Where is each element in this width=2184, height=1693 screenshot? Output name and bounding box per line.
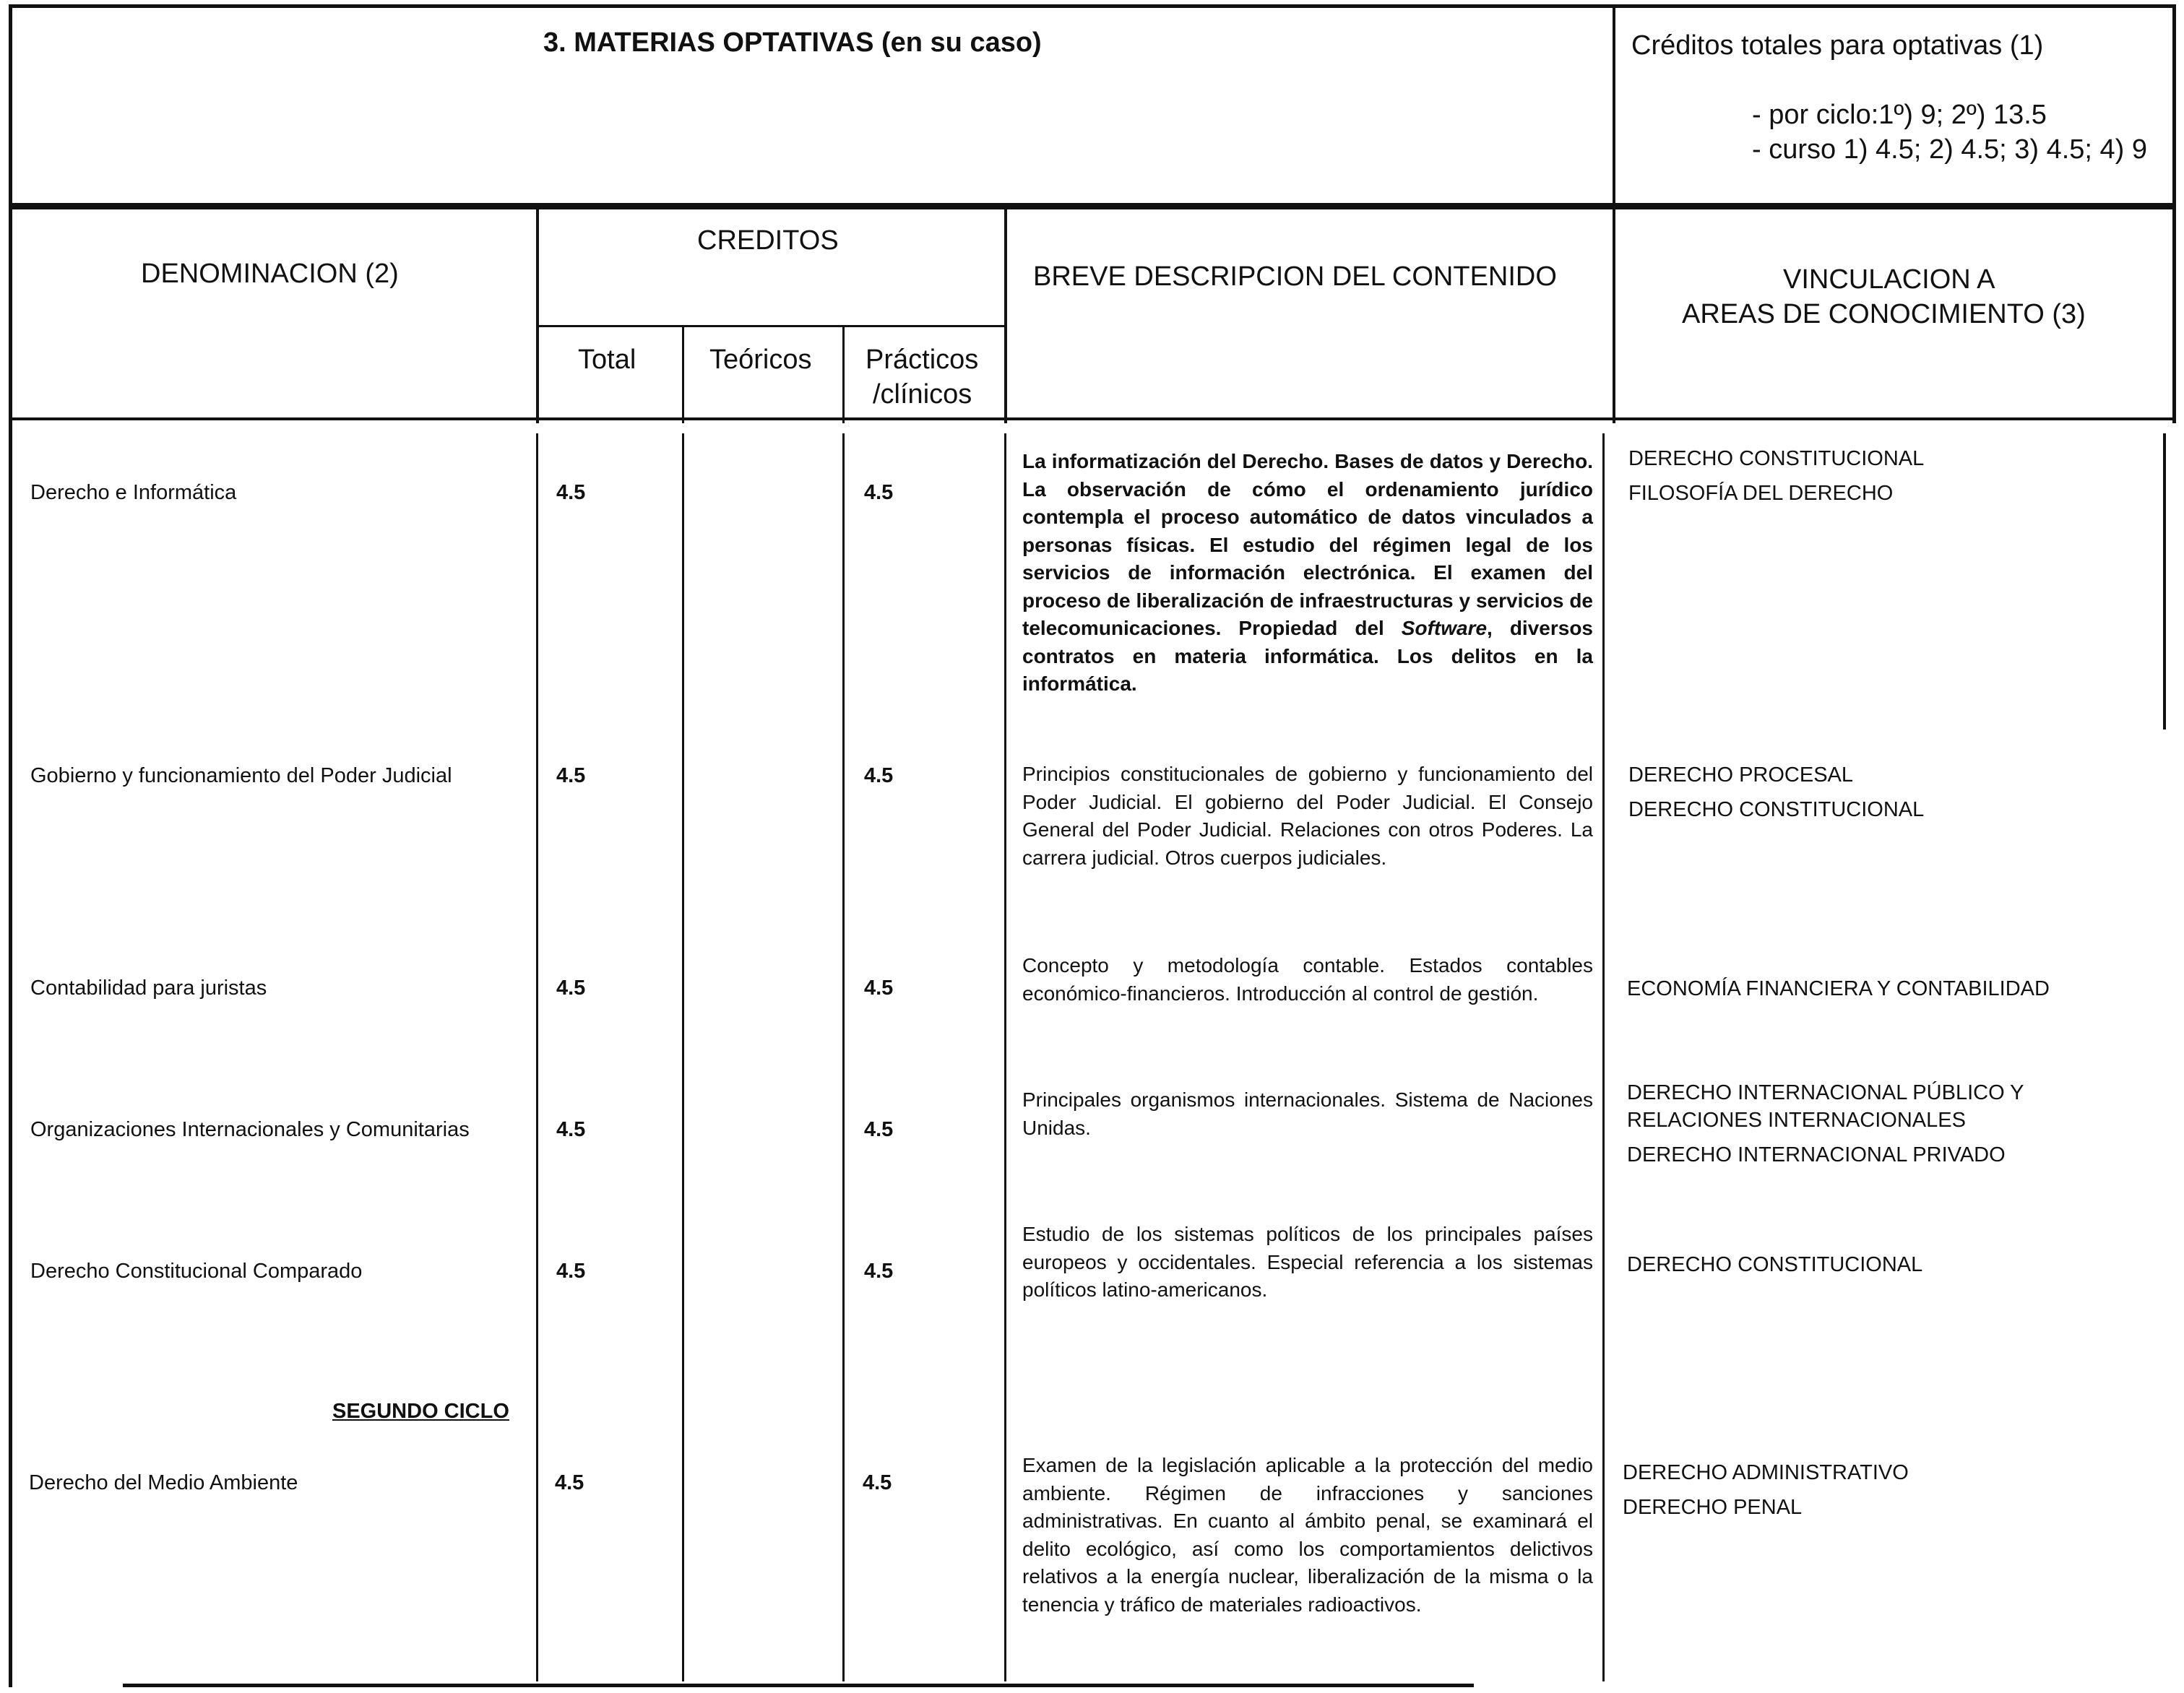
rule: [1613, 207, 1615, 423]
credits-practice: 4.5: [863, 1471, 892, 1494]
subject-description: Estudio de los sistemas políticos de los principales países europeos y occidentales. Especial referencia a los sistemas políticos latino-americanos.: [1022, 1223, 1593, 1301]
rule: [123, 1684, 1474, 1687]
knowledge-areas: [1628, 761, 1924, 831]
credits-practice: 4.5: [864, 481, 894, 504]
subject-name: Organizaciones Internacionales y Comunitarias: [30, 1118, 470, 1141]
rule: [2172, 4, 2176, 207]
credits-total: 4.5: [556, 1260, 586, 1283]
subject-name: Derecho e Informática: [30, 481, 237, 504]
knowledge-area: DERECHO CONSTITUCIONAL: [1628, 798, 1925, 821]
knowledge-area: ECONOMÍA FINANCIERA Y CONTABILIDAD: [1627, 977, 2050, 1000]
knowledge-area: DERECHO CONSTITUCIONAL: [1628, 447, 1925, 470]
column-header-total: Total: [578, 345, 636, 375]
knowledge-areas: [1627, 1079, 2024, 1169]
rule: [682, 433, 684, 1681]
knowledge-areas: [1623, 1459, 1909, 1528]
knowledge-area: DERECHO ADMINISTRATIVO: [1623, 1461, 1909, 1484]
rule: [9, 420, 12, 1687]
knowledge-area: DERECHO PROCESAL: [1628, 763, 1854, 787]
credits-total-title: Créditos totales para optativas (1): [1631, 30, 2044, 61]
credits-per-course: - curso 1) 4.5; 2) 4.5; 3) 4.5; 4) 9: [1752, 134, 2148, 165]
rule: [9, 4, 2176, 8]
credits-practice: 4.5: [864, 977, 894, 1000]
section-label: SEGUNDO CICLO: [332, 1400, 509, 1423]
rule: [536, 207, 539, 423]
rule: [682, 325, 684, 423]
section-title: 3. MATERIAS OPTATIVAS (en su caso): [543, 27, 1042, 58]
knowledge-areas: [1628, 445, 1924, 514]
subject-name: Derecho del Medio Ambiente: [29, 1471, 298, 1494]
rule: [9, 417, 2176, 420]
rule: [536, 433, 538, 1681]
knowledge-area: DERECHO INTERNACIONAL PÚBLICO Y: [1627, 1081, 2024, 1104]
knowledge-area: DERECHO INTERNACIONAL PRIVADO: [1627, 1143, 2006, 1166]
rule: [9, 207, 2176, 209]
column-header-denominacion: DENOMINACION (2): [141, 259, 399, 289]
rule: [536, 325, 1007, 327]
column-header-creditos: CREDITOS: [697, 225, 839, 256]
rule: [1613, 4, 1615, 207]
rule: [842, 433, 845, 1681]
rule: [9, 207, 12, 423]
credits-per-cycle: - por ciclo:1º) 9; 2º) 13.5: [1752, 100, 2047, 130]
subject-description: Principales organismos internacionales. Sistema de Naciones Unidas.: [1022, 1088, 1593, 1139]
credits-total: 4.5: [556, 977, 586, 1000]
column-header-practicos: Prácticos: [866, 345, 979, 375]
subject-name: Gobierno y funcionamiento del Poder Judicial: [30, 764, 452, 787]
subject-description: Concepto y metodología contable. Estados contables económico-financieros. Introducción al control de gestión.: [1022, 954, 1593, 1005]
subject-name: Contabilidad para juristas: [30, 977, 267, 1000]
column-header-descripcion: BREVE DESCRIPCION DEL CONTENIDO: [1033, 261, 1557, 292]
column-header-teoricos: Teóricos: [709, 345, 812, 375]
knowledge-area: FILOSOFÍA DEL DERECHO: [1628, 482, 1894, 505]
rule: [1004, 433, 1006, 1681]
credits-practice: 4.5: [864, 1260, 894, 1283]
subject-name: Derecho Constitucional Comparado: [30, 1260, 363, 1283]
column-header-areas: AREAS DE CONOCIMIENTO (3): [1682, 299, 2086, 329]
subject-description: La informatización del Derecho. Bases de datos y Derecho. La observación de cómo el ordenamiento jurídico contempla el proceso automático de datos vinculados a personas físicas. El estudio del régimen legal de los servicios de información electrónica. El examen del proceso de liberalización de infraestructuras y servicios de telecomunicaciones. Propiedad del Software, diversos contratos en materia informática. Los delitos en la informática.: [1022, 450, 1593, 695]
credits-total: 4.5: [555, 1471, 584, 1494]
column-header-vinculacion: VINCULACION A: [1783, 264, 1995, 295]
knowledge-area: DERECHO PENAL: [1623, 1496, 1803, 1519]
rule: [9, 4, 12, 207]
rule: [2163, 433, 2166, 729]
knowledge-areas: [1627, 975, 2050, 1010]
knowledge-area: RELACIONES INTERNACIONALES: [1627, 1109, 1966, 1132]
rule: [1004, 207, 1007, 423]
credits-practice: 4.5: [864, 1118, 894, 1141]
knowledge-areas: [1627, 1251, 1922, 1286]
credits-total: 4.5: [556, 764, 586, 787]
rule: [842, 325, 845, 423]
subject-description: Principios constitucionales de gobierno y funcionamiento del Poder Judicial. El gobierno del Poder Judicial. El Consejo General del Poder Judicial. Relaciones con otros Poderes. La carrera judicial. Otros cuerpos judiciales.: [1022, 763, 1593, 869]
rule: [2172, 207, 2176, 423]
column-header-clinicos: /clínicos: [873, 379, 972, 410]
rule: [1602, 433, 1605, 1681]
credits-total: 4.5: [556, 1118, 586, 1141]
credits-total: 4.5: [556, 481, 586, 504]
knowledge-area: DERECHO CONSTITUCIONAL: [1627, 1253, 1923, 1276]
subject-description: Examen de la legislación aplicable a la protección del medio ambiente. Régimen de infracciones y sanciones administrativas. En cuanto al ámbito penal, se examinará el delito ecológico, así como los comportamientos delictivos relativos a la energía nuclear, liberalización de la misma o la tenencia y tráfico de materiales radioactivos.: [1022, 1454, 1593, 1616]
credits-practice: 4.5: [864, 764, 894, 787]
